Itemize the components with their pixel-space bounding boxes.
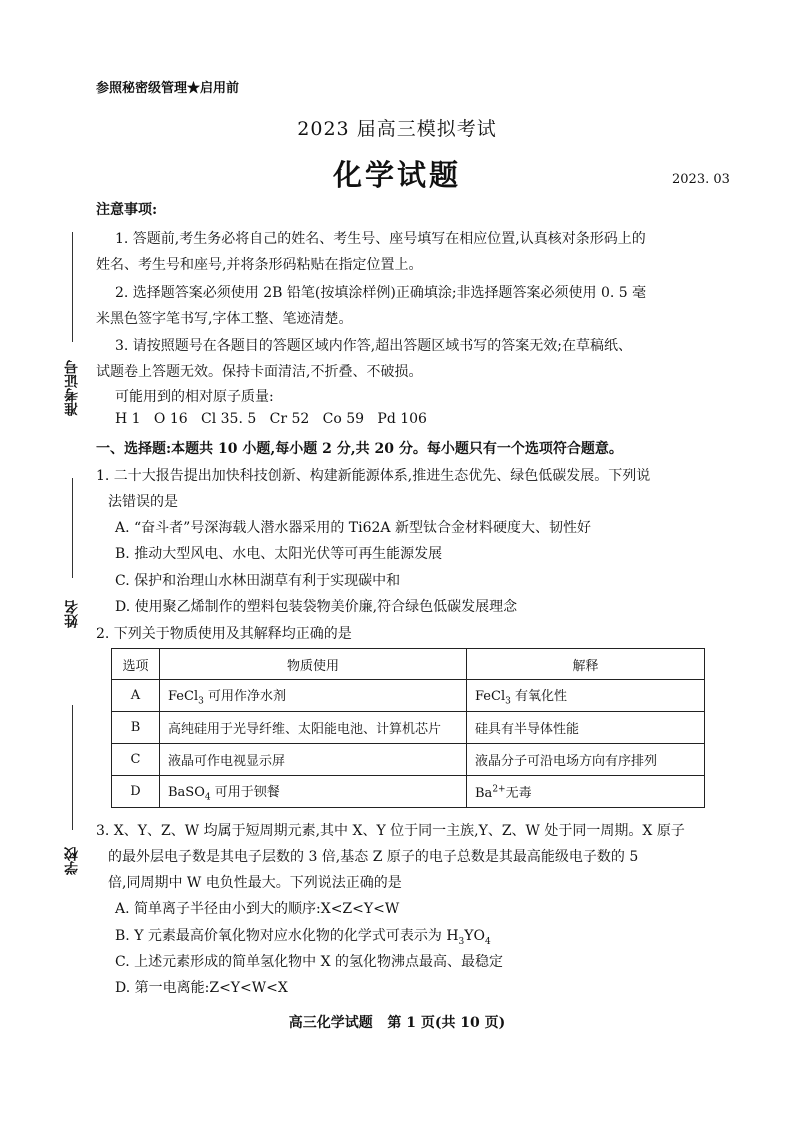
table-row [112, 680, 705, 712]
q3-stem-line-1: 3. X、Y、Z、W 均属于短周期元素,其中 X、Y 位于同一主族,Y、Z、W 处于同一周期。X 原子 [96, 823, 685, 839]
q2-table-header-use: 物质使用 [160, 649, 467, 680]
q3-option-d: D. 第一电离能:Z<Y<W<X [115, 980, 288, 996]
note-1-line-1: 1. 答题前,考生务必将自己的姓名、考生号、座号填写在相应位置,认真核对条形码上的 [115, 231, 646, 247]
q2-row-d-use: BaSO$_4$ 可用于钡餐 [160, 776, 467, 808]
q2-row-c-use: 液晶可作电视显示屏 [160, 744, 467, 776]
q3-stem-line-3: 倍,同周期中 W 电负性最大。下列说法正确的是 [108, 875, 402, 891]
q2-row-b-option: B [112, 712, 160, 744]
secret-mark: 参照秘密级管理★启用前 [96, 81, 240, 96]
q2-table-header-option: 选项 [112, 649, 160, 680]
q1-option-a: A. “奋斗者”号深海载人潜水器采用的 Ti62A 新型钛合金材料硬度大、韧性好 [115, 520, 591, 536]
q2-row-b-explanation: 硅具有半导体性能 [467, 712, 705, 744]
q2-stem: 2. 下列关于物质使用及其解释均正确的是 [96, 626, 352, 642]
q2-row-a-use: FeCl$_3$ 可用作净水剂 [160, 680, 467, 712]
name-line [72, 478, 73, 578]
q2-row-c-option: C [112, 744, 160, 776]
q1-option-b: B. 推动大型风电、水电、太阳光伏等可再生能源发展 [115, 546, 443, 562]
name-label: 姓名 [64, 600, 80, 628]
q3-option-a: A. 简单离子半径由小到大的顺序:X<Z<Y<W [115, 901, 400, 917]
section-1-heading: 一、选择题:本题共 10 小题,每小题 2 分,共 20 分。每小题只有一个选项符合题意。 [96, 441, 623, 457]
table-row [112, 744, 705, 776]
q2-row-d-option: D [112, 776, 160, 808]
q2-row-d-explanation: $Ba^{2+}$无毒 [467, 776, 705, 808]
q1-option-d: D. 使用聚乙烯制作的塑料包装袋物美价廉,符合绿色低碳发展理念 [115, 599, 518, 615]
q2-row-c-explanation: 液晶分子可沿电场方向有序排列 [467, 744, 705, 776]
note-1-line-2: 姓名、考生号和座号,并将条形码粘贴在指定位置上。 [96, 257, 423, 273]
q3-stem-line-2: 的最外层电子数是其电子层数的 3 倍,基态 Z 原子的电子总数是其最高能级电子数的 5 [108, 849, 639, 865]
q2-table-header-explanation: 解释 [467, 649, 705, 680]
q1-stem-line-1: 1. 二十大报告提出加快科技创新、构建新能源体系,推进生态优先、绿色低碳发展。下列说 [96, 468, 651, 484]
note-3-line-2: 试题卷上答题无效。保持卡面清洁,不折叠、不破损。 [96, 364, 423, 380]
q2-row-a-explanation: FeCl$_3$ 有氧化性 [467, 680, 705, 712]
exam-date: 2023. 03 [672, 172, 730, 187]
q3-option-b: B. Y 元素最高价氧化物对应水化物的化学式可表示为 $H_3YO_4$ [115, 928, 491, 947]
q2-table [111, 648, 705, 808]
atomic-mass-values: H 1 O 16 Cl 35. 5 Cr 52 Co 59 Pd 106 [115, 411, 427, 427]
exam-number-line [72, 232, 73, 342]
school-line [72, 705, 73, 830]
note-2-line-2: 米黑色签字笔书写,字体工整、笔迹清楚。 [96, 311, 353, 327]
page-footer: 高三化学试题 第 1 页(共 10 页) [288, 1015, 506, 1031]
note-2-line-1: 2. 选择题答案必须使用 2B 铅笔(按填涂样例)正确填涂;非选择题答案必须使用 0. 5 毫 [115, 285, 647, 301]
subject-title: 化学试题 [332, 158, 461, 192]
school-label: 学校 [64, 847, 80, 875]
q1-option-c: C. 保护和治理山水林田湖草有利于实现碳中和 [115, 573, 401, 589]
table-row [112, 776, 705, 808]
q3-option-c: C. 上述元素形成的简单氢化物中 X 的氢化物沸点最高、最稳定 [115, 954, 503, 970]
q2-row-b-use: 高纯硅用于光导纤维、太阳能电池、计算机芯片 [160, 712, 467, 744]
note-3-line-1: 3. 请按照题号在各题目的答题区域内作答,超出答题区域书写的答案无效;在草稿纸、 [115, 338, 632, 354]
q2-table-header-row [112, 649, 705, 680]
q1-stem-line-2: 法错误的是 [108, 494, 178, 510]
table-row [112, 712, 705, 744]
q2-row-a-option: A [112, 680, 160, 712]
exam-title: 2023 届高三模拟考试 [297, 118, 497, 140]
atomic-mass-label: 可能用到的相对原子质量: [115, 389, 274, 405]
notes-heading: 注意事项: [96, 202, 158, 218]
exam-number-label: 准考证号 [64, 360, 80, 416]
